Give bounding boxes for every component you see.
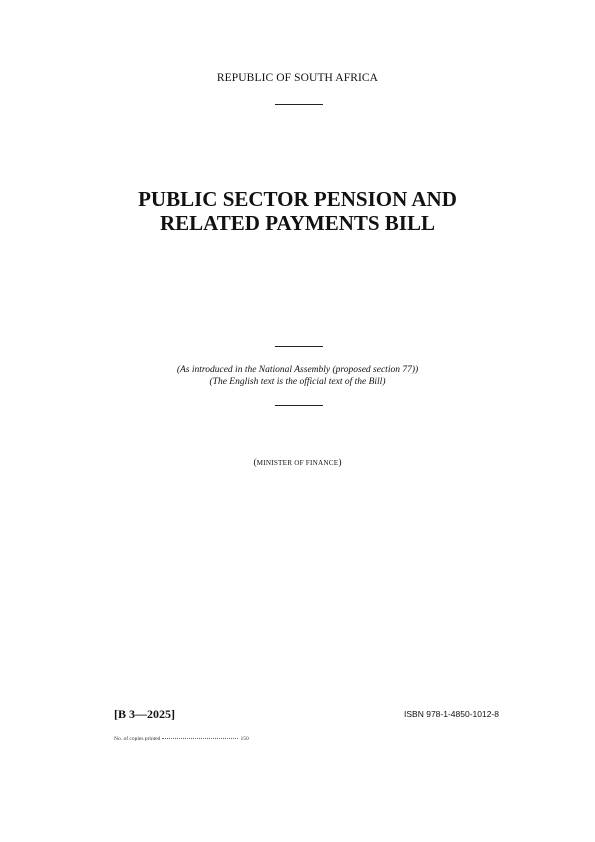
intro-divider-top (275, 346, 323, 347)
introduction-line-1: (As introduced in the National Assembly (proposed section 77)) (176, 365, 419, 375)
copies-label: No. of copies printed (114, 736, 161, 742)
introduction-note (0, 365, 595, 388)
minister-open-paren: ( (253, 458, 257, 468)
top-divider (275, 104, 323, 105)
minister-name: MINISTER OF FINANCE (256, 459, 339, 467)
isbn-number: ISBN 978-1-4850-1012-8 (404, 709, 499, 719)
bill-title-line-2: RELATED PAYMENTS BILL (159, 211, 435, 235)
bill-title (0, 187, 595, 235)
copies-printed (114, 736, 249, 742)
intro-divider-bottom (275, 405, 323, 406)
minister-line (0, 458, 595, 468)
dot-leader (162, 738, 238, 739)
introduction-line-2: (The English text is the official text of the Bill) (209, 376, 386, 387)
copies-count: 150 (240, 736, 249, 742)
minister-close-paren: ) (338, 458, 342, 468)
bill-title-line-1: PUBLIC SECTOR PENSION AND (138, 187, 457, 211)
bill-number: [B 3—2025] (114, 707, 175, 721)
country-heading: REPUBLIC OF SOUTH AFRICA (216, 72, 379, 84)
